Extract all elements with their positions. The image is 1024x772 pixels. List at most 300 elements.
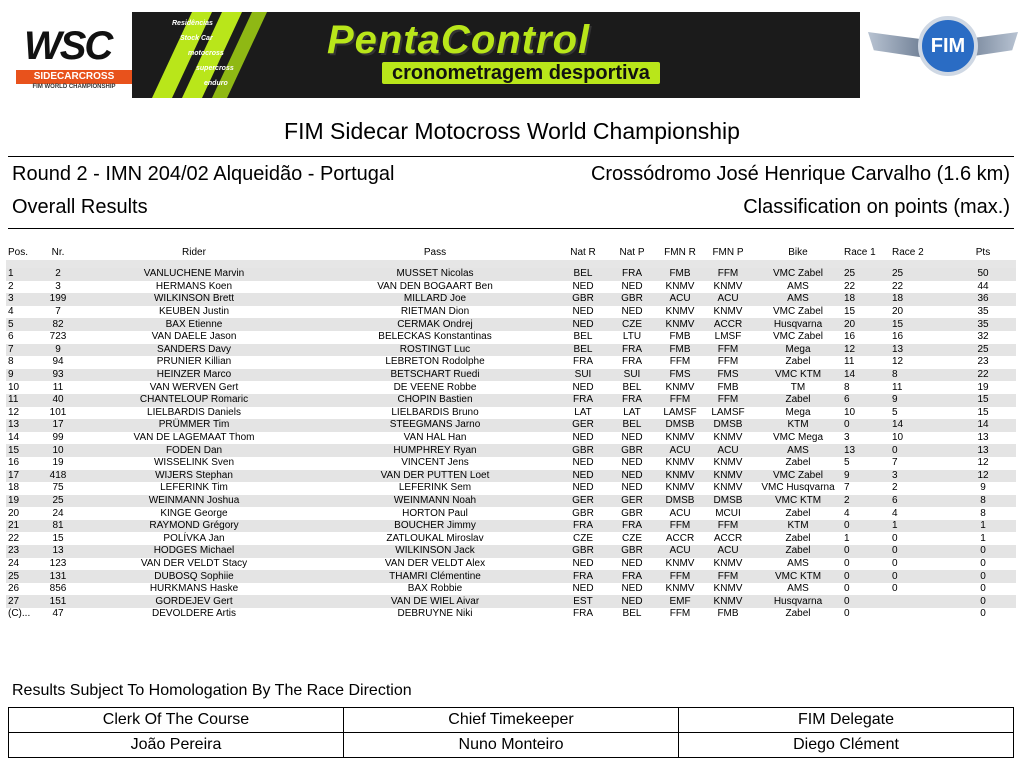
cell-bike: VMC Husqvarna xyxy=(752,482,844,495)
table-row xyxy=(6,344,1016,357)
cell-rider: VANLUCHENE Marvin xyxy=(76,268,312,281)
cell-pos: 8 xyxy=(6,356,40,369)
cell-nat-r: FRA xyxy=(558,570,608,583)
officials-names-row xyxy=(9,733,1014,758)
cell-pass: ZATLOUKAL Miroslav xyxy=(312,532,558,545)
cell-bike: Zabel xyxy=(752,394,844,407)
cell-nr: 81 xyxy=(40,520,76,533)
cell-bike: AMS xyxy=(752,558,844,571)
cell-pass: WEINMANN Noah xyxy=(312,495,558,508)
col-header-fmn-p: FMN P xyxy=(712,246,744,258)
cell-nat-r: GBR xyxy=(558,507,608,520)
cell-bike: Zabel xyxy=(752,532,844,545)
cell-pts: 13 xyxy=(950,444,1016,457)
cell-pass: RIETMAN Dion xyxy=(312,306,558,319)
cell-nat-r: CZE xyxy=(558,532,608,545)
cell-fmn-p: FMS xyxy=(704,369,752,382)
banner-tag: Residências xyxy=(172,20,213,27)
cell-race2: 0 xyxy=(892,583,950,596)
cell-fmn-r: FFM xyxy=(656,608,704,621)
cell-nr: 17 xyxy=(40,419,76,432)
cell-nat-p: SUI xyxy=(608,369,656,382)
cell-pos: 26 xyxy=(6,583,40,596)
cell-fmn-p: FMB xyxy=(704,381,752,394)
table-row xyxy=(6,306,1016,319)
cell-fmn-p: KNMV xyxy=(704,595,752,608)
cell-fmn-r: DMSB xyxy=(656,419,704,432)
wsc-logo-text: WSC xyxy=(24,24,112,68)
cell-fmn-p: KNMV xyxy=(704,558,752,571)
cell-nat-r: GER xyxy=(558,495,608,508)
cell-rider: KINGE George xyxy=(76,507,312,520)
cell-rider: WEINMANN Joshua xyxy=(76,495,312,508)
cell-fmn-r: KNMV xyxy=(656,381,704,394)
table-row xyxy=(6,381,1016,394)
cell-race1: 0 xyxy=(844,545,892,558)
cell-nat-p: FRA xyxy=(608,394,656,407)
cell-fmn-r: ACCR xyxy=(656,532,704,545)
cell-pos: 3 xyxy=(6,293,40,306)
cell-nat-p: BEL xyxy=(608,381,656,394)
table-row xyxy=(6,268,1016,281)
cell-nat-r: GBR xyxy=(558,444,608,457)
cell-pts: 14 xyxy=(950,419,1016,432)
cell-race2: 15 xyxy=(892,318,950,331)
cell-pos: 12 xyxy=(6,407,40,420)
cell-pos: 23 xyxy=(6,545,40,558)
table-row xyxy=(6,608,1016,621)
cell-pos: 19 xyxy=(6,495,40,508)
col-header-race1: Race 1 xyxy=(844,246,876,258)
banner-subtitle: cronometragem desportiva xyxy=(382,62,660,84)
cell-bike: Husqvarna xyxy=(752,318,844,331)
cell-nr: 40 xyxy=(40,394,76,407)
cell-pass: LEFERINK Sem xyxy=(312,482,558,495)
cell-pos: 14 xyxy=(6,432,40,445)
table-row xyxy=(6,558,1016,571)
cell-rider: PRUNIER Killian xyxy=(76,356,312,369)
cell-bike: VMC Mega xyxy=(752,432,844,445)
cell-fmn-r: ACU xyxy=(656,545,704,558)
cell-fmn-p: FFM xyxy=(704,356,752,369)
cell-race2: 4 xyxy=(892,507,950,520)
cell-nat-p: NED xyxy=(608,558,656,571)
table-row xyxy=(6,570,1016,583)
cell-nr: 3 xyxy=(40,281,76,294)
cell-pass: VAN DE WIEL Aivar xyxy=(312,595,558,608)
cell-rider: GORDEJEV Gert xyxy=(76,595,312,608)
cell-pts: 19 xyxy=(950,381,1016,394)
cell-fmn-p: KNMV xyxy=(704,457,752,470)
divider xyxy=(8,228,1014,229)
cell-nr: 19 xyxy=(40,457,76,470)
cell-pos: 9 xyxy=(6,369,40,382)
cell-pass: BELECKAS Konstantinas xyxy=(312,331,558,344)
cell-nr: 10 xyxy=(40,444,76,457)
cell-nat-r: FRA xyxy=(558,356,608,369)
table-row xyxy=(6,545,1016,558)
cell-nr: 9 xyxy=(40,344,76,357)
official-name: Diego Clément xyxy=(679,733,1014,758)
cell-pos: 2 xyxy=(6,281,40,294)
cell-fmn-p: ACU xyxy=(704,444,752,457)
banner-tag: Stock Car xyxy=(180,35,213,42)
cell-pts: 15 xyxy=(950,407,1016,420)
cell-pts: 35 xyxy=(950,318,1016,331)
table-row xyxy=(6,281,1016,294)
cell-nat-p: FRA xyxy=(608,570,656,583)
cell-rider: LEFERINK Tim xyxy=(76,482,312,495)
cell-pts: 0 xyxy=(950,545,1016,558)
col-header-nr: Nr. xyxy=(51,246,65,258)
cell-nat-r: NED xyxy=(558,457,608,470)
cell-race1: 0 xyxy=(844,419,892,432)
cell-nr: 723 xyxy=(40,331,76,344)
cell-race2: 0 xyxy=(892,532,950,545)
col-header-bike: Bike xyxy=(788,246,808,258)
cell-pass: DE VEENE Robbe xyxy=(312,381,558,394)
cell-bike: AMS xyxy=(752,293,844,306)
cell-nat-r: LAT xyxy=(558,407,608,420)
official-name: João Pereira xyxy=(9,733,344,758)
cell-pos: 24 xyxy=(6,558,40,571)
cell-race2: 22 xyxy=(892,281,950,294)
cell-pass: MUSSET Nicolas xyxy=(312,268,558,281)
cell-bike: TM xyxy=(752,381,844,394)
cell-rider: WIJERS Stephan xyxy=(76,470,312,483)
cell-nr: 75 xyxy=(40,482,76,495)
cell-pts: 23 xyxy=(950,356,1016,369)
cell-nr: 418 xyxy=(40,470,76,483)
cell-nr: 151 xyxy=(40,595,76,608)
cell-pos: 4 xyxy=(6,306,40,319)
cell-race1: 14 xyxy=(844,369,892,382)
cell-pass: STEEGMANS Jarno xyxy=(312,419,558,432)
cell-fmn-p: FFM xyxy=(704,570,752,583)
cell-nat-p: NED xyxy=(608,583,656,596)
cell-bike: Zabel xyxy=(752,507,844,520)
cell-pos: 10 xyxy=(6,381,40,394)
cell-fmn-r: FMS xyxy=(656,369,704,382)
cell-rider: POLÍVKA Jan xyxy=(76,532,312,545)
cell-nat-p: CZE xyxy=(608,532,656,545)
cell-fmn-r: KNMV xyxy=(656,583,704,596)
cell-bike: VMC Zabel xyxy=(752,268,844,281)
cell-race2: 11 xyxy=(892,381,950,394)
cell-race1: 25 xyxy=(844,268,892,281)
cell-nr: 47 xyxy=(40,608,76,621)
cell-nat-r: NED xyxy=(558,482,608,495)
cell-pass: THAMRI Clémentine xyxy=(312,570,558,583)
banner-tags xyxy=(172,16,312,91)
cell-nat-r: BEL xyxy=(558,344,608,357)
cell-bike: Zabel xyxy=(752,356,844,369)
cell-race2: 16 xyxy=(892,331,950,344)
cell-race1: 3 xyxy=(844,432,892,445)
cell-bike: KTM xyxy=(752,520,844,533)
official-role: Clerk Of The Course xyxy=(9,708,344,733)
cell-fmn-p: FFM xyxy=(704,394,752,407)
cell-rider: FODEN Dan xyxy=(76,444,312,457)
cell-pos: 25 xyxy=(6,570,40,583)
cell-fmn-p: FFM xyxy=(704,520,752,533)
cell-fmn-r: KNMV xyxy=(656,432,704,445)
cell-fmn-r: KNMV xyxy=(656,457,704,470)
cell-pts: 8 xyxy=(950,495,1016,508)
cell-race1: 16 xyxy=(844,331,892,344)
cell-pts: 15 xyxy=(950,394,1016,407)
header-spacer-row xyxy=(6,260,1016,268)
cell-nat-r: NED xyxy=(558,306,608,319)
cell-rider: WILKINSON Brett xyxy=(76,293,312,306)
banner-tag: enduro xyxy=(204,80,228,87)
cell-race2: 12 xyxy=(892,356,950,369)
cell-race1: 4 xyxy=(844,507,892,520)
cell-pass: LIELBARDIS Bruno xyxy=(312,407,558,420)
cell-pts: 0 xyxy=(950,583,1016,596)
cell-race2: 14 xyxy=(892,419,950,432)
cell-pts: 13 xyxy=(950,432,1016,445)
cell-nat-r: FRA xyxy=(558,520,608,533)
cell-fmn-p: FMB xyxy=(704,608,752,621)
cell-race1: 8 xyxy=(844,381,892,394)
cell-nat-p: GBR xyxy=(608,293,656,306)
cell-pts: 12 xyxy=(950,470,1016,483)
cell-race1: 11 xyxy=(844,356,892,369)
cell-pts: 22 xyxy=(950,369,1016,382)
cell-nr: 7 xyxy=(40,306,76,319)
cell-race2 xyxy=(892,608,950,621)
cell-fmn-p: DMSB xyxy=(704,419,752,432)
cell-nat-r: EST xyxy=(558,595,608,608)
cell-fmn-p: LMSF xyxy=(704,331,752,344)
cell-pos: 1 xyxy=(6,268,40,281)
cell-pass: WILKINSON Jack xyxy=(312,545,558,558)
cell-pos: (C)... xyxy=(6,608,40,621)
cell-fmn-p: KNMV xyxy=(704,306,752,319)
cell-race1: 18 xyxy=(844,293,892,306)
cell-pts: 50 xyxy=(950,268,1016,281)
table-header-row xyxy=(6,244,1016,260)
cell-race2: 13 xyxy=(892,344,950,357)
cell-race2: 20 xyxy=(892,306,950,319)
cell-rider: SANDERS Davy xyxy=(76,344,312,357)
cell-race2: 0 xyxy=(892,558,950,571)
cell-race2: 6 xyxy=(892,495,950,508)
fim-logo xyxy=(868,12,1018,98)
cell-rider: DEVOLDERE Artis xyxy=(76,608,312,621)
cell-fmn-r: KNMV xyxy=(656,318,704,331)
cell-race1: 0 xyxy=(844,608,892,621)
cell-nat-p: LTU xyxy=(608,331,656,344)
official-role: FIM Delegate xyxy=(679,708,1014,733)
cell-race2: 25 xyxy=(892,268,950,281)
cell-pass: ROSTINGT Luc xyxy=(312,344,558,357)
pentacontrol-banner xyxy=(132,12,860,98)
cell-rider: LIELBARDIS Daniels xyxy=(76,407,312,420)
cell-pos: 13 xyxy=(6,419,40,432)
cell-pass: BETSCHART Ruedi xyxy=(312,369,558,382)
col-header-race2: Race 2 xyxy=(892,246,924,258)
cell-fmn-p: MCUI xyxy=(704,507,752,520)
divider xyxy=(8,156,1014,157)
table-row xyxy=(6,470,1016,483)
cell-pass: VAN DER VELDT Alex xyxy=(312,558,558,571)
cell-fmn-r: LAMSF xyxy=(656,407,704,420)
cell-pos: 5 xyxy=(6,318,40,331)
cell-fmn-p: DMSB xyxy=(704,495,752,508)
cell-pass: CERMAK Ondrej xyxy=(312,318,558,331)
cell-fmn-r: FMB xyxy=(656,331,704,344)
cell-race2: 3 xyxy=(892,470,950,483)
cell-race1: 20 xyxy=(844,318,892,331)
cell-nat-p: NED xyxy=(608,432,656,445)
cell-bike: Husqvarna xyxy=(752,595,844,608)
cell-bike: Mega xyxy=(752,344,844,357)
cell-pts: 44 xyxy=(950,281,1016,294)
official-role: Chief Timekeeper xyxy=(344,708,679,733)
cell-fmn-r: KNMV xyxy=(656,306,704,319)
cell-nat-r: FRA xyxy=(558,394,608,407)
cell-nr: 24 xyxy=(40,507,76,520)
cell-race1: 5 xyxy=(844,457,892,470)
cell-race1: 22 xyxy=(844,281,892,294)
cell-pos: 21 xyxy=(6,520,40,533)
cell-nat-r: GBR xyxy=(558,293,608,306)
cell-fmn-r: KNMV xyxy=(656,482,704,495)
cell-nr: 101 xyxy=(40,407,76,420)
cell-pos: 17 xyxy=(6,470,40,483)
table-row xyxy=(6,457,1016,470)
cell-pos: 27 xyxy=(6,595,40,608)
cell-nat-p: FRA xyxy=(608,356,656,369)
cell-bike: AMS xyxy=(752,281,844,294)
col-header-nat-p: Nat P xyxy=(619,246,645,258)
cell-pos: 20 xyxy=(6,507,40,520)
cell-nat-p: NED xyxy=(608,306,656,319)
wsc-logo-sub: FIM WORLD CHAMPIONSHIP xyxy=(32,84,116,90)
cell-nat-r: GER xyxy=(558,419,608,432)
cell-rider: HERMANS Koen xyxy=(76,281,312,294)
cell-nat-p: GBR xyxy=(608,444,656,457)
col-header-pass: Pass xyxy=(423,246,447,258)
cell-race1: 1 xyxy=(844,532,892,545)
cell-fmn-r: DMSB xyxy=(656,495,704,508)
cell-race2: 8 xyxy=(892,369,950,382)
page-title: FIM Sidecar Motocross World Championship xyxy=(284,118,740,144)
table-row xyxy=(6,331,1016,344)
cell-fmn-p: KNMV xyxy=(704,470,752,483)
banner-title: PentaControl xyxy=(327,18,591,62)
cell-pts: 0 xyxy=(950,595,1016,608)
cell-fmn-r: ACU xyxy=(656,293,704,306)
cell-pass: VAN HAL Han xyxy=(312,432,558,445)
cell-nat-p: NED xyxy=(608,281,656,294)
wsc-logo-bar: SIDECARCROSS xyxy=(16,70,132,84)
cell-nat-r: NED xyxy=(558,432,608,445)
cell-nr: 99 xyxy=(40,432,76,445)
table-row xyxy=(6,356,1016,369)
cell-fmn-r: KNMV xyxy=(656,281,704,294)
cell-nat-p: BEL xyxy=(608,608,656,621)
col-header-nat-r: Nat R xyxy=(570,246,596,258)
cell-fmn-p: KNMV xyxy=(704,583,752,596)
results-body xyxy=(6,268,1016,621)
cell-rider: CHANTELOUP Romaric xyxy=(76,394,312,407)
cell-fmn-r: FMB xyxy=(656,268,704,281)
table-row xyxy=(6,432,1016,445)
cell-nat-p: NED xyxy=(608,482,656,495)
cell-pos: 15 xyxy=(6,444,40,457)
cell-nat-p: GBR xyxy=(608,545,656,558)
cell-pts: 1 xyxy=(950,520,1016,533)
table-row xyxy=(6,407,1016,420)
banner-tag: supercross xyxy=(196,65,234,72)
cell-nat-p: FRA xyxy=(608,268,656,281)
cell-race2: 0 xyxy=(892,570,950,583)
col-header-pts: Pts xyxy=(975,246,991,258)
cell-rider: BAX Etienne xyxy=(76,318,312,331)
cell-race2: 2 xyxy=(892,482,950,495)
table-row xyxy=(6,444,1016,457)
cell-bike: Zabel xyxy=(752,545,844,558)
cell-pts: 32 xyxy=(950,331,1016,344)
cell-nat-p: GBR xyxy=(608,507,656,520)
cell-nr: 131 xyxy=(40,570,76,583)
cell-race1: 12 xyxy=(844,344,892,357)
cell-rider: HURKMANS Haske xyxy=(76,583,312,596)
table-row xyxy=(6,482,1016,495)
homologation-note: Results Subject To Homologation By The Race Direction xyxy=(12,682,412,699)
cell-race2: 18 xyxy=(892,293,950,306)
cell-race1: 10 xyxy=(844,407,892,420)
cell-pts: 0 xyxy=(950,570,1016,583)
cell-pass: MILLARD Joe xyxy=(312,293,558,306)
table-row xyxy=(6,520,1016,533)
cell-pts: 0 xyxy=(950,558,1016,571)
cell-rider: VAN DAELE Jason xyxy=(76,331,312,344)
banner-tag: motocross xyxy=(188,50,224,57)
cell-fmn-r: ACU xyxy=(656,444,704,457)
cell-race1: 0 xyxy=(844,583,892,596)
cell-bike: VMC Zabel xyxy=(752,331,844,344)
cell-nat-p: NED xyxy=(608,470,656,483)
cell-race1: 0 xyxy=(844,595,892,608)
cell-race1: 0 xyxy=(844,520,892,533)
cell-pass: DEBRUYNE Niki xyxy=(312,608,558,621)
cell-race2: 0 xyxy=(892,545,950,558)
cell-pts: 0 xyxy=(950,608,1016,621)
table-row xyxy=(6,532,1016,545)
cell-fmn-p: KNMV xyxy=(704,482,752,495)
results-subtitle: Overall Results xyxy=(12,196,148,218)
cell-pass: BOUCHER Jimmy xyxy=(312,520,558,533)
table-row xyxy=(6,318,1016,331)
cell-pts: 9 xyxy=(950,482,1016,495)
cell-fmn-p: KNMV xyxy=(704,432,752,445)
cell-nr: 11 xyxy=(40,381,76,394)
col-header-pos: Pos. xyxy=(8,246,29,258)
cell-pass: VAN DEN BOGAART Ben xyxy=(312,281,558,294)
table-row xyxy=(6,369,1016,382)
cell-nr: 123 xyxy=(40,558,76,571)
cell-pts: 36 xyxy=(950,293,1016,306)
cell-pos: 22 xyxy=(6,532,40,545)
cell-fmn-r: FFM xyxy=(656,520,704,533)
cell-fmn-p: ACU xyxy=(704,545,752,558)
cell-bike: VMC Zabel xyxy=(752,306,844,319)
cell-rider: RAYMOND Grégory xyxy=(76,520,312,533)
